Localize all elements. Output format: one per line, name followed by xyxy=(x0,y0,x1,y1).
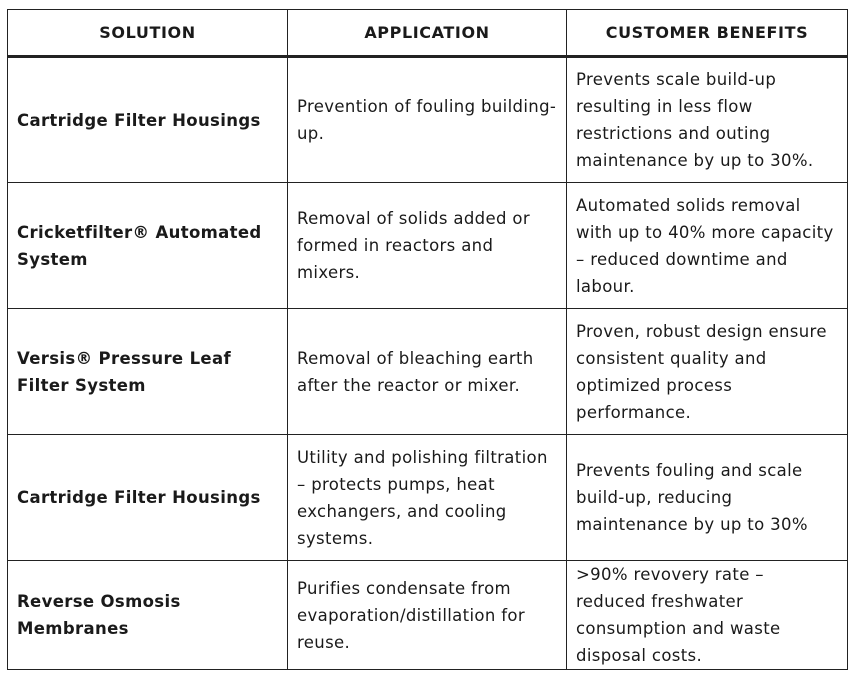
header-customer-benefits: CUSTOMER BENEFITS xyxy=(567,10,848,57)
cell-benefits: Proven, robust design ensure consistent quality and optimized process performance. xyxy=(567,309,848,435)
cell-benefits: Prevents fouling and scale build-up, reducing maintenance by up to 30% xyxy=(567,435,848,561)
table-row xyxy=(8,309,848,435)
table-body xyxy=(8,57,848,670)
cell-application: Removal of bleaching earth after the reactor or mixer. xyxy=(288,309,567,435)
solutions-table xyxy=(7,9,848,670)
cell-benefits: Prevents scale build-up resulting in less flow restrictions and outing maintenance by up to 30%. xyxy=(567,57,848,183)
header-solution: SOLUTION xyxy=(8,10,288,57)
cell-solution: Cartridge Filter Housings xyxy=(8,57,288,183)
cell-benefits: Automated solids removal with up to 40% more capacity – reduced downtime and labour. xyxy=(567,183,848,309)
cell-benefits: >90% revovery rate – reduced freshwater consumption and waste disposal costs. xyxy=(567,561,848,670)
cell-solution: Versis® Pressure Leaf Filter System xyxy=(8,309,288,435)
cell-application: Utility and polishing filtration – protects pumps, heat exchangers, and cooling systems. xyxy=(288,435,567,561)
table-row xyxy=(8,57,848,183)
cell-application: Removal of solids added or formed in reactors and mixers. xyxy=(288,183,567,309)
table-row xyxy=(8,183,848,309)
cell-solution: Reverse Osmosis Membranes xyxy=(8,561,288,670)
header-application: APPLICATION xyxy=(288,10,567,57)
cell-solution: Cartridge Filter Housings xyxy=(8,435,288,561)
table-row xyxy=(8,561,848,670)
solutions-table-container xyxy=(7,9,847,670)
table-header xyxy=(8,10,848,57)
cell-application: Purifies condensate from evaporation/distillation for reuse. xyxy=(288,561,567,670)
table-row xyxy=(8,435,848,561)
cell-application: Prevention of fouling building-up. xyxy=(288,57,567,183)
header-row xyxy=(8,10,848,57)
cell-solution: Cricketfilter® Automated System xyxy=(8,183,288,309)
